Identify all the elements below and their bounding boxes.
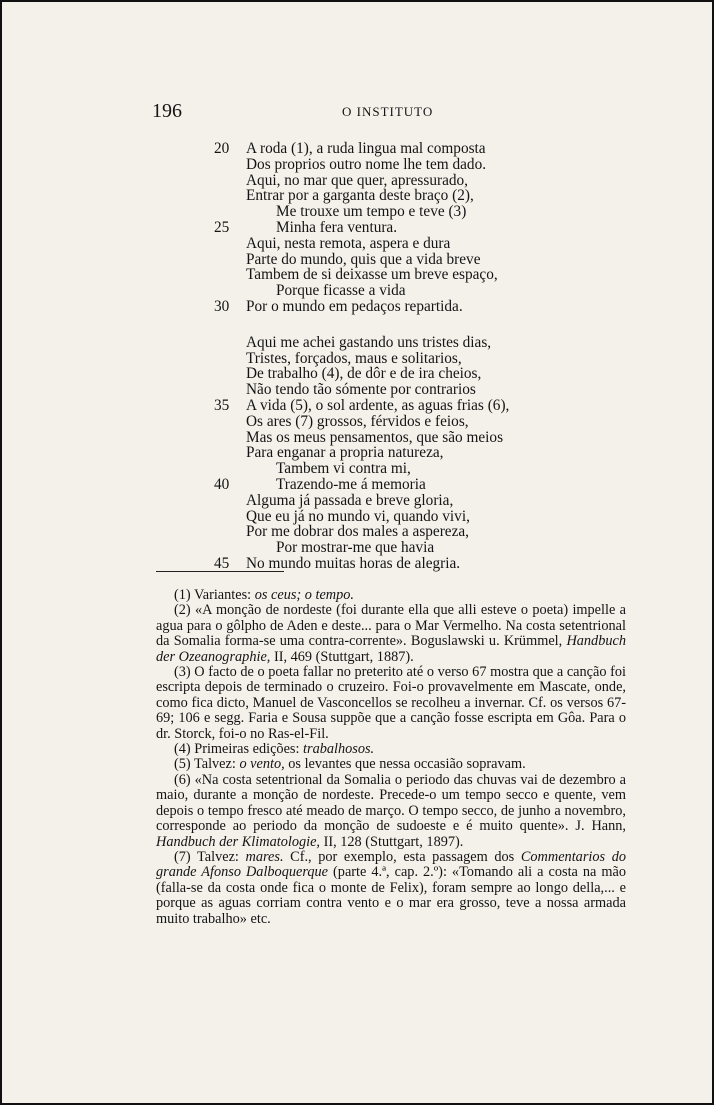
- verse-text: Aqui, nesta remota, aspera e dura: [246, 234, 451, 252]
- verse-text: Trazendo-me á memoria: [276, 475, 426, 493]
- verse-text: Tambem de si deixasse um breve espaço,: [246, 266, 498, 284]
- verse-text: Alguma já passada e breve gloria,: [246, 491, 454, 509]
- verse-line: [0, 141, 714, 157]
- running-title: O INSTITUTO: [342, 104, 434, 119]
- verse-text: No mundo muitas horas de alegria.: [246, 554, 461, 572]
- verse-text: Tambem vi contra mi,: [276, 460, 411, 478]
- verse-text: Por me dobrar dos males a aspereza,: [246, 523, 469, 541]
- verse-line: [0, 267, 714, 283]
- verse-text: Minha fera ventura.: [276, 218, 398, 236]
- verse-text: A roda (1), a ruda lingua mal composta: [246, 140, 486, 157]
- verse-text: Parte do mundo, quis que a vida breve: [246, 250, 481, 268]
- verse-line: [0, 398, 714, 414]
- verse-line: [0, 556, 714, 572]
- verse-text: Não tendo tão sómente por contrarios: [246, 381, 476, 399]
- verse-text: Que eu já no mundo vi, quando vivi,: [246, 507, 470, 525]
- verse-line: [0, 493, 714, 509]
- verse-line: [0, 299, 714, 315]
- verse-line: [0, 283, 714, 299]
- verse-number: 30: [214, 297, 230, 315]
- verse-line: [0, 477, 714, 493]
- footnote-1: (1) Variantes: os ceus; o tempo.: [174, 587, 354, 603]
- verse-line: [0, 220, 714, 236]
- stanza-1: [0, 141, 714, 315]
- verse-line: [0, 414, 714, 430]
- footnote-3: (3) O facto de o poeta fallar no preterito até o verso 67 mostra que a canção foi escripta depois de terminado o cruzeiro. Foi-o provavelmente em Mascate, onde, como fica dicto, Manuel de Vasconcellos se recolheu a invernar. Cf. os versos 67-69; 106 e segg. Faria e Sousa suppõe que a canção fosse escripta em Gôa. Para o dr. Storck, foi-o no Ras-el-Fil.: [156, 664, 626, 742]
- verse-line: [0, 173, 714, 189]
- footnote-2: (2) «A monção de nordeste (foi durante ella que alli esteve o poeta) impelle a agua para o gôlpho de Aden e deste... para o Mar Vermelho. Na costa setentrional da Somalia forma-se uma contra-corrente». Boguslawski u. Krümmel, Handbuch der Ozeanographie, II, 469 (Stuttgart, 1887).: [156, 602, 626, 665]
- verse-number: 20: [214, 140, 230, 157]
- verse-text: A vida (5), o sol ardente, as aguas frias (6),: [246, 396, 510, 414]
- verse-line: [0, 204, 714, 220]
- verse-line: [0, 461, 714, 477]
- page-number: 196: [152, 100, 182, 122]
- verse-text: Aqui me achei gastando uns tristes dias,: [246, 333, 492, 351]
- footnote-7: (7) Talvez: mares. Cf., por exemplo, esta passagem dos Commentarios do grande Afonso Dalboquerque (parte 4.ª, cap. 2.º): «Tomando ali a costa na mão (falla-se da costa onde fica o monte de Felix), foram sempre ao longo della,... e porque as aguas corriam contra vento e o mar era grosso, teve a nossa armada muito trabalho» etc.: [156, 848, 626, 927]
- verse-text: Porque ficasse a vida: [276, 282, 406, 300]
- verse-text: Tristes, forçados, maus e solitarios,: [246, 349, 462, 367]
- verse-text: Me trouxe um tempo e teve (3): [276, 203, 467, 221]
- verse-line: [0, 157, 714, 173]
- footnote-4: (4) Primeiras edições: trabalhosos.: [174, 741, 375, 758]
- verse-text: Entrar por a garganta deste braço (2),: [246, 187, 474, 205]
- verse-line: [0, 188, 714, 204]
- verse-number: 25: [214, 218, 230, 236]
- footnote-rule: [156, 571, 284, 572]
- verse-line: [0, 351, 714, 367]
- verse-text: De trabalho (4), de dôr e de ira cheios,: [246, 365, 482, 383]
- verse-text: Por mostrar-me que havia: [276, 539, 435, 557]
- verse-text: Por o mundo em pedaços repartida.: [246, 297, 463, 315]
- verse-text: Os ares (7) grossos, férvidos e feios,: [246, 412, 469, 430]
- verse-number: 40: [214, 475, 230, 493]
- verse-number: 35: [214, 396, 230, 414]
- poem: [0, 141, 714, 572]
- footnote-6: (6) «Na costa setentrional da Somalia o periodo das chuvas vai de dezembro a maio, durante a monção de nordeste. Precede-o um tempo secco e quente, vem depois o tempo fresco até meado de março. O tempo secco, de junho a novembro, corresponde ao periodo da monção de sudoeste e é muito quente». J. Hann, Handbuch der Klimatologie, II, 128 (Stuttgart, 1897).: [156, 771, 626, 850]
- verse-text: Aqui, no mar que quer, apressurado,: [246, 171, 468, 189]
- footnotes: [156, 588, 626, 927]
- verse-line: [0, 366, 714, 382]
- verse-line: [0, 445, 714, 461]
- footnote-5: (5) Talvez: o vento, os levantes que nessa occasião sopravam.: [174, 756, 526, 773]
- verse-line: [0, 252, 714, 268]
- verse-line: [0, 540, 714, 556]
- verse-text: Para enganar a propria natureza,: [246, 444, 444, 462]
- stanza-2: [0, 335, 714, 572]
- verse-line: [0, 236, 714, 252]
- stanza-break: [0, 315, 714, 335]
- verse-text: Dos proprios outro nome lhe tem dado.: [246, 155, 487, 173]
- verse-text: Mas os meus pensamentos, que são meios: [246, 428, 504, 446]
- verse-line: [0, 430, 714, 446]
- verse-line: [0, 524, 714, 540]
- verse-line: [0, 335, 714, 351]
- verse-line: [0, 509, 714, 525]
- verse-line: [0, 382, 714, 398]
- verse-number: 45: [214, 554, 230, 572]
